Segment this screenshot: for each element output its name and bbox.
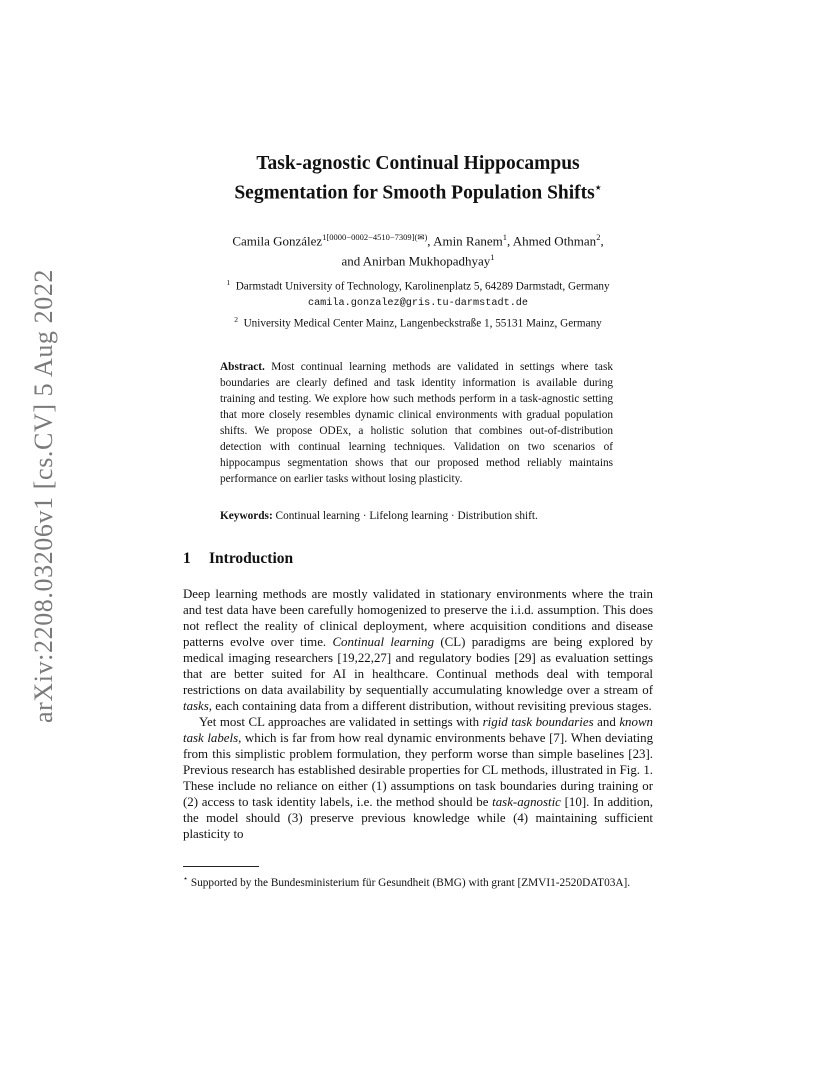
para2-text-2: and xyxy=(593,715,620,729)
arxiv-identifier-sidebar xyxy=(20,268,68,724)
paragraph-1 xyxy=(183,586,653,714)
author-3-affil: 2 xyxy=(596,232,601,242)
para2-emph-task-agnostic: task-agnostic xyxy=(492,795,561,809)
arxiv-id-text: arXiv:2208.03206v1 [cs.CV] 5 Aug 2022 xyxy=(29,268,58,724)
footnote-rule xyxy=(183,866,259,867)
paragraph-2 xyxy=(183,714,653,842)
affiliation-2-number: 2 xyxy=(234,314,238,324)
affiliation-2: University Medical Center Mainz, Langenbeckstraße 1, 55131 Mainz, Germany xyxy=(243,317,602,330)
para2-text-1: Yet most CL approaches are validated in settings with xyxy=(199,715,483,729)
para2-text-4: [10]. In addition, the model should (3) preserve previous knowledge while (4) maintaining sufficient plasticity to xyxy=(183,795,654,841)
keywords-label: Keywords: xyxy=(220,510,273,522)
author-list xyxy=(183,229,653,270)
keywords xyxy=(220,508,613,524)
affiliations xyxy=(183,275,653,332)
para1-text-3: , each containing data from a different distribution, without revisiting previous stages. xyxy=(208,699,652,713)
abstract xyxy=(220,359,613,487)
footnote-text: Supported by the Bundesministerium für Gesundheit (BMG) with grant [ZMVI1-2520DAT03A]. xyxy=(188,876,631,889)
para1-emph-tasks: tasks xyxy=(183,699,209,713)
author-3: , Ahmed Othman xyxy=(507,233,597,249)
introduction-body xyxy=(183,586,653,842)
title-footnote-mark: ⋆ xyxy=(594,182,602,194)
affiliation-1-number: 1 xyxy=(226,278,231,287)
para2-text-3: , which is far from how real dynamic environments behave [7]. When deviating from this simplistic problem formulation, they perform worse than simple baselines [23]. Previous research has established desirable properties for CL methods, illustrated in Fig. 1. These include no reliance on either (1) assumptions on task boundaries during training or (2) access to task identity labels, i.e. the method should be xyxy=(183,731,654,809)
para1-text-2: (CL) paradigms are being explored by medical imaging researchers [19,22,27] and regulatory bodies [29] as evaluation settings that are better suited for AI in healthcare. Continual methods deal with temporal restrictions on data availability by sequentially accumulating knowledge over a stream of xyxy=(183,635,653,697)
abstract-text: Most continual learning methods are validated in settings where task boundaries are clearly defined and task identity information is available during training and testing. We explore how such methods perform in a task-agnostic setting that more closely resembles dynamic clinical environments with gradual population shifts. We propose ODEx, a holistic solution that combines out-of-distribution detection with continual learning techniques. Validation on two scenarios of hippocampus segmentation shows that our proposed method reliably maintains performance on earlier tasks without losing plasticity. xyxy=(220,361,613,485)
para2-emph-known-task-labels: known task labels xyxy=(183,715,653,745)
section-title: Introduction xyxy=(209,550,294,567)
affiliation-1: Darmstadt University of Technology, Karolinenplatz 5, 64289 Darmstadt, Germany xyxy=(235,280,610,293)
author-4: and Anirban Mukhopadhyay xyxy=(341,253,491,269)
para1-emph-continual-learning: Continual learning xyxy=(332,635,435,649)
paper-title xyxy=(183,152,653,206)
author-3-end: , xyxy=(600,233,604,249)
author-email: camila.gonzalez@gris.tu-darmstadt.de xyxy=(307,298,529,310)
section-heading-introduction xyxy=(183,549,653,569)
para1-text-1: Deep learning methods are mostly validated in stationary environments where the train and test data have been carefully homogenized to preserve the i.i.d. assumption. This does not reflect the reality of clinical deployment, where acquisition conditions and disease patterns evolve over time. xyxy=(183,587,653,649)
title-line-2: Segmentation for Smooth Population Shifts xyxy=(234,182,595,204)
footnote xyxy=(183,871,653,891)
author-1-orcid: 1[0000−0002−4510−7309](✉) xyxy=(322,232,428,242)
para2-emph-rigid-task-boundaries: rigid task boundaries xyxy=(482,715,594,729)
footnote-mark: ⋆ xyxy=(183,874,189,883)
keywords-text: Continual learning · Lifelong learning · Distribution shift. xyxy=(275,510,538,522)
author-1: Camila González xyxy=(232,233,323,249)
title-line-1: Task-agnostic Continual Hippocampus xyxy=(256,153,580,174)
section-number: 1 xyxy=(183,550,191,567)
author-4-affil: 1 xyxy=(490,252,495,263)
author-2-affil: 1 xyxy=(502,232,507,242)
abstract-label: Abstract. xyxy=(220,361,265,373)
author-2: , Amin Ranem xyxy=(427,233,503,249)
